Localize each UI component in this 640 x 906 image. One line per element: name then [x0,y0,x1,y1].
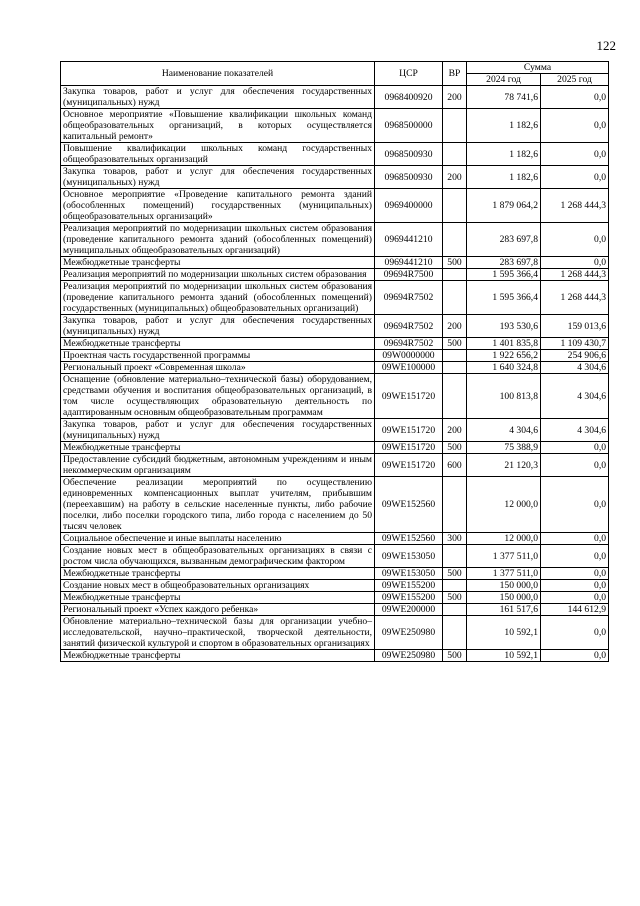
row-sum-2025-cell: 0,0 [541,143,609,166]
row-csr-cell: 0969400000 [375,189,443,223]
row-sum-2025-cell: 0,0 [541,257,609,269]
row-sum-2025-cell: 4 304,6 [541,362,609,374]
row-vr-cell [443,477,467,533]
row-csr-cell: 09WE153050 [375,545,443,568]
row-csr-cell: 09694R7502 [375,281,443,315]
header-year-2024: 2024 год [467,74,541,86]
row-sum-2025-cell: 0,0 [541,580,609,592]
row-csr-cell: 09694R7502 [375,338,443,350]
row-csr-cell: 09WE153050 [375,568,443,580]
row-csr-cell: 09WE152560 [375,477,443,533]
row-sum-2025-cell: 1 268 444,3 [541,189,609,223]
row-name-cell: Межбюджетные трансферты [61,338,375,350]
header-vr: ВР [443,62,467,86]
row-sum-2025-cell: 0,0 [541,442,609,454]
row-vr-cell: 500 [443,338,467,350]
row-vr-cell: 200 [443,419,467,442]
row-sum-2024-cell: 10 592,1 [467,650,541,662]
row-sum-2024-cell: 1 879 064,2 [467,189,541,223]
table-row [61,454,609,477]
row-sum-2025-cell: 0,0 [541,223,609,257]
row-sum-2024-cell: 1 377 511,0 [467,568,541,580]
row-name-cell: Оснащение (обновление материально–технической базы) оборудованием, средствами обучения и воспитания общеобразовательных организаций, в том числе осуществляющих образовательную деятельность по адаптированным основным общеобразовательным программам [61,374,375,419]
row-sum-2024-cell: 1 640 324,8 [467,362,541,374]
row-csr-cell: 0969441210 [375,223,443,257]
row-name-cell: Создание новых мест в общеобразовательных организациях [61,580,375,592]
row-vr-cell [443,109,467,143]
row-sum-2024-cell: 283 697,8 [467,257,541,269]
row-sum-2025-cell: 0,0 [541,650,609,662]
row-sum-2024-cell: 1 401 835,8 [467,338,541,350]
row-vr-cell: 500 [443,257,467,269]
row-csr-cell: 09WE100000 [375,362,443,374]
row-vr-cell: 200 [443,86,467,109]
row-csr-cell: 09WE200000 [375,604,443,616]
row-csr-cell: 0969441210 [375,257,443,269]
row-name-cell: Основное мероприятие «Повышение квалификации школьных команд общеобразовательных организаций, в которых осуществляется капитальный ремонт» [61,109,375,143]
row-csr-cell: 09W0000000 [375,350,443,362]
row-csr-cell: 09WE250980 [375,650,443,662]
table-row [61,86,609,109]
table-row [61,315,609,338]
row-sum-2025-cell: 0,0 [541,592,609,604]
row-sum-2024-cell: 4 304,6 [467,419,541,442]
row-sum-2024-cell: 75 388,9 [467,442,541,454]
row-name-cell: Закупка товаров, работ и услуг для обеспечения государственных (муниципальных) нужд [61,315,375,338]
table-row [61,281,609,315]
row-name-cell: Социальное обеспечение и иные выплаты населению [61,533,375,545]
row-sum-2024-cell: 1 182,6 [467,166,541,189]
row-sum-2024-cell: 1 595 366,4 [467,281,541,315]
row-vr-cell [443,281,467,315]
row-name-cell: Обновление материально–технической базы для организации учебно–исследовательской, научно–практической, творческой деятельности, занятий физической культурой и спортом в образовательных организациях [61,616,375,650]
row-sum-2024-cell: 12 000,0 [467,533,541,545]
table-row [61,350,609,362]
row-sum-2024-cell: 1 377 511,0 [467,545,541,568]
header-year-2025: 2025 год [541,74,609,86]
row-name-cell: Закупка товаров, работ и услуг для обеспечения государственных (муниципальных) нужд [61,166,375,189]
row-sum-2024-cell: 12 000,0 [467,477,541,533]
row-sum-2025-cell: 0,0 [541,545,609,568]
row-vr-cell: 500 [443,442,467,454]
row-sum-2025-cell: 159 013,6 [541,315,609,338]
row-vr-cell: 600 [443,454,467,477]
row-csr-cell: 0968500930 [375,143,443,166]
row-name-cell: Закупка товаров, работ и услуг для обеспечения государственных (муниципальных) нужд [61,86,375,109]
row-sum-2024-cell: 1 595 366,4 [467,269,541,281]
table-row [61,533,609,545]
table-row [61,189,609,223]
row-csr-cell: 09WE151720 [375,442,443,454]
row-csr-cell: 09WE152560 [375,533,443,545]
row-csr-cell: 09WE151720 [375,454,443,477]
table-row [61,604,609,616]
row-name-cell: Повышение квалификации школьных команд государственных общеобразовательных организаций [61,143,375,166]
row-name-cell: Создание новых мест в общеобразовательных организациях в связи с ростом числа обучающихся, вызванным демографическим фактором [61,545,375,568]
row-name-cell: Межбюджетные трансферты [61,568,375,580]
row-csr-cell: 0968500000 [375,109,443,143]
row-sum-2025-cell: 0,0 [541,86,609,109]
row-sum-2024-cell: 78 741,6 [467,86,541,109]
row-sum-2024-cell: 1 922 656,2 [467,350,541,362]
table-row [61,650,609,662]
table-row [61,592,609,604]
row-vr-cell [443,223,467,257]
row-name-cell: Реализация мероприятий по модернизации школьных систем образования [61,269,375,281]
row-vr-cell [443,545,467,568]
row-sum-2025-cell: 1 268 444,3 [541,269,609,281]
row-name-cell: Предоставление субсидий бюджетным, автономным учреждениям и иным некоммерческим организациям [61,454,375,477]
row-sum-2025-cell: 4 304,6 [541,374,609,419]
table-row [61,442,609,454]
row-sum-2025-cell: 0,0 [541,568,609,580]
row-sum-2024-cell: 10 592,1 [467,616,541,650]
table-row [61,477,609,533]
table-row [61,143,609,166]
table-row [61,257,609,269]
row-name-cell: Межбюджетные трансферты [61,650,375,662]
row-name-cell: Межбюджетные трансферты [61,442,375,454]
table-row [61,419,609,442]
row-sum-2024-cell: 21 120,3 [467,454,541,477]
header-name: Наименование показателей [61,62,375,86]
row-sum-2025-cell: 254 906,6 [541,350,609,362]
row-csr-cell: 09694R7502 [375,315,443,338]
header-csr: ЦСР [375,62,443,86]
budget-table [60,61,609,662]
row-sum-2024-cell: 283 697,8 [467,223,541,257]
table-row [61,374,609,419]
table-header [61,62,609,86]
row-sum-2024-cell: 1 182,6 [467,109,541,143]
row-sum-2024-cell: 150 000,0 [467,580,541,592]
row-name-cell: Реализация мероприятий по модернизации школьных систем образования (проведение капитального ремонта зданий (обособленных помещений) государственных (муниципальных) общеобразовательных организаций) [61,281,375,315]
row-vr-cell: 500 [443,650,467,662]
table-row [61,338,609,350]
row-csr-cell: 0968400920 [375,86,443,109]
row-sum-2024-cell: 150 000,0 [467,592,541,604]
row-csr-cell: 09WE155200 [375,580,443,592]
row-vr-cell [443,616,467,650]
row-name-cell: Проектная часть государственной программы [61,350,375,362]
header-sum: Сумма [467,62,609,74]
page-number: 122 [596,38,616,53]
row-sum-2025-cell: 0,0 [541,477,609,533]
table-row [61,568,609,580]
row-vr-cell [443,362,467,374]
row-csr-cell: 09WE151720 [375,419,443,442]
row-name-cell: Обеспечение реализации мероприятий по осуществлению единовременных компенсационных выплат учителям, прибывшим (переехавшим) на работу в сельские населенные пункты, либо рабочие поселки, либо поселки городского типа, либо города с населением до 50 тысяч человек [61,477,375,533]
row-name-cell: Региональный проект «Успех каждого ребенка» [61,604,375,616]
row-sum-2025-cell: 1 268 444,3 [541,281,609,315]
row-name-cell: Закупка товаров, работ и услуг для обеспечения государственных (муниципальных) нужд [61,419,375,442]
table-row [61,580,609,592]
row-vr-cell [443,189,467,223]
row-sum-2025-cell: 1 109 430,7 [541,338,609,350]
row-sum-2024-cell: 161 517,6 [467,604,541,616]
row-sum-2025-cell: 0,0 [541,533,609,545]
table-row [61,166,609,189]
row-vr-cell: 500 [443,568,467,580]
row-sum-2025-cell: 4 304,6 [541,419,609,442]
row-vr-cell: 500 [443,592,467,604]
row-sum-2025-cell: 0,0 [541,166,609,189]
row-csr-cell: 0968500930 [375,166,443,189]
row-name-cell: Межбюджетные трансферты [61,592,375,604]
row-vr-cell [443,604,467,616]
table-row [61,545,609,568]
table-body [61,86,609,662]
table-row [61,616,609,650]
row-sum-2025-cell: 0,0 [541,109,609,143]
table-row [61,362,609,374]
row-sum-2024-cell: 1 182,6 [467,143,541,166]
table-row [61,269,609,281]
row-vr-cell [443,269,467,281]
row-sum-2024-cell: 193 530,6 [467,315,541,338]
row-vr-cell [443,350,467,362]
row-csr-cell: 09WE151720 [375,374,443,419]
row-sum-2024-cell: 100 813,8 [467,374,541,419]
row-vr-cell [443,580,467,592]
row-sum-2025-cell: 144 612,9 [541,604,609,616]
row-sum-2025-cell: 0,0 [541,454,609,477]
row-csr-cell: 09WE155200 [375,592,443,604]
row-vr-cell: 300 [443,533,467,545]
row-csr-cell: 09WE250980 [375,616,443,650]
table-row [61,223,609,257]
row-name-cell: Основное мероприятие «Проведение капитального ремонта зданий (обособленных помещений) государственных (муниципальных) общеобразовательных организаций» [61,189,375,223]
table-row [61,109,609,143]
row-vr-cell: 200 [443,166,467,189]
row-name-cell: Реализация мероприятий по модернизации школьных систем образования (проведение капитального ремонта зданий (обособленных помещений) муниципальных общеобразовательных организаций) [61,223,375,257]
row-csr-cell: 09694R7500 [375,269,443,281]
row-vr-cell: 200 [443,315,467,338]
row-vr-cell [443,374,467,419]
row-sum-2025-cell: 0,0 [541,616,609,650]
row-vr-cell [443,143,467,166]
row-name-cell: Межбюджетные трансферты [61,257,375,269]
row-name-cell: Региональный проект «Современная школа» [61,362,375,374]
